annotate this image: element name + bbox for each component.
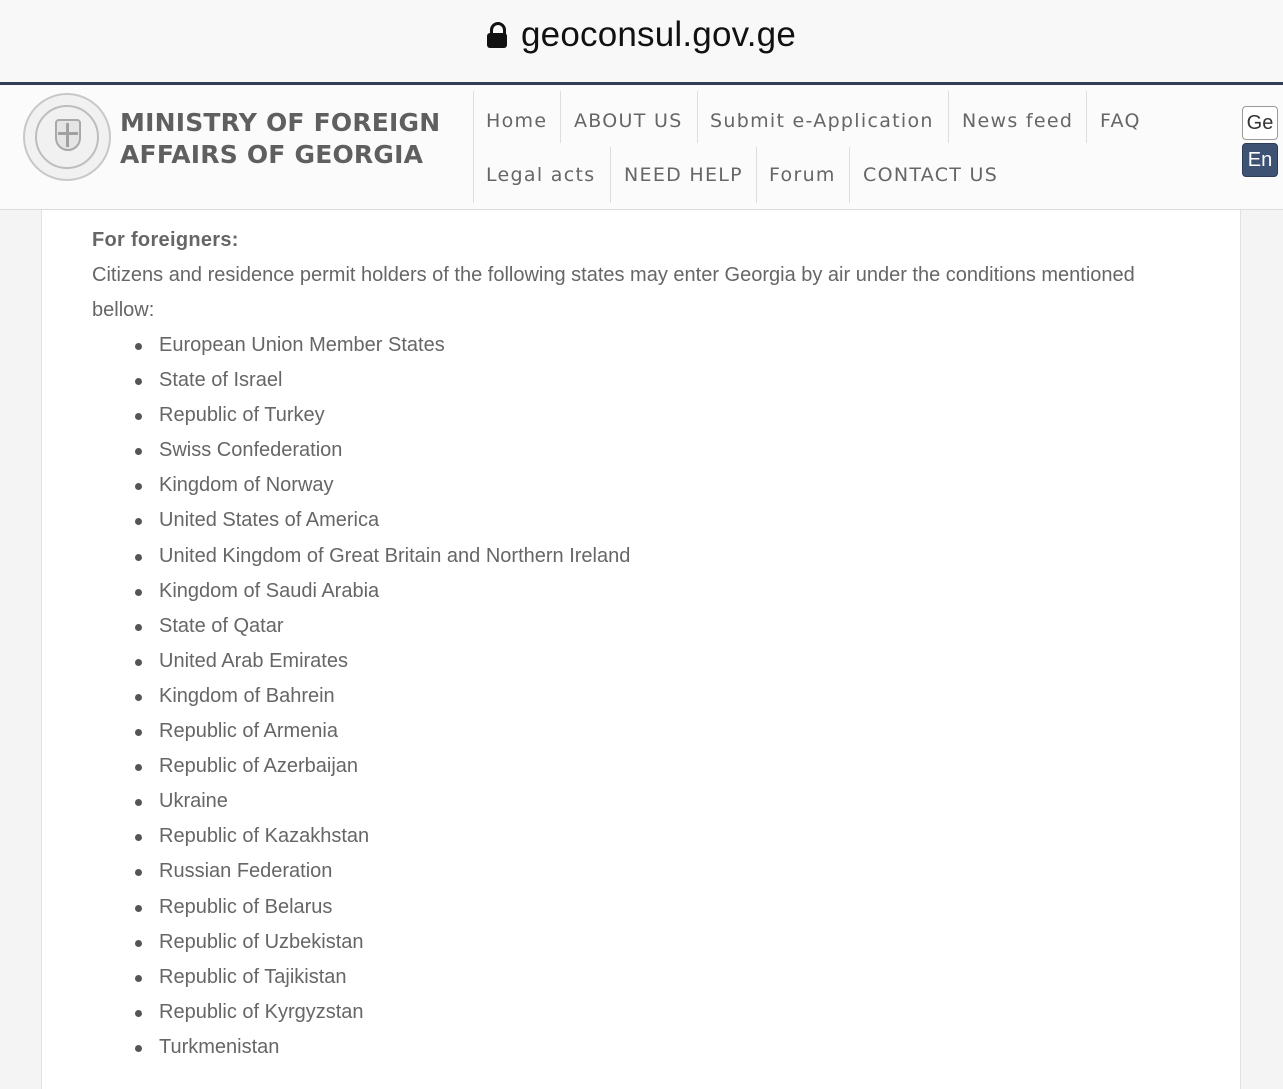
nav-about-us[interactable]: ABOUT US — [574, 110, 683, 132]
list-item: United Arab Emirates — [159, 644, 630, 679]
list-item: Republic of Uzbekistan — [159, 925, 630, 960]
ministry-line-1: MINISTRY OF FOREIGN — [120, 108, 441, 137]
nav-legal-acts[interactable]: Legal acts — [486, 164, 596, 186]
nav-faq[interactable]: FAQ — [1100, 110, 1141, 132]
country-list — [159, 328, 630, 1065]
url-display[interactable] — [487, 15, 796, 55]
list-item: Republic of Azerbaijan — [159, 749, 630, 784]
site-header — [0, 82, 1283, 210]
ministry-logo-text[interactable] — [120, 107, 440, 171]
section-title: For foreigners: — [92, 229, 239, 251]
nav-need-help[interactable]: NEED HELP — [624, 164, 743, 186]
main-content — [41, 210, 1241, 1089]
list-item: Turkmenistan — [159, 1030, 630, 1065]
list-item: Ukraine — [159, 784, 630, 819]
lock-icon — [487, 22, 507, 48]
nav-submit-e-application[interactable]: Submit e-Application — [710, 110, 934, 132]
list-item: United Kingdom of Great Britain and Northern Ireland — [159, 539, 630, 574]
language-georgian-button[interactable]: Ge — [1242, 106, 1278, 140]
list-item: European Union Member States — [159, 328, 630, 363]
list-item: State of Israel — [159, 363, 630, 398]
nav-contact-us[interactable]: CONTACT US — [863, 164, 999, 186]
list-item: Republic of Belarus — [159, 890, 630, 925]
list-item: State of Qatar — [159, 609, 630, 644]
list-item: Swiss Confederation — [159, 433, 630, 468]
list-item: Republic of Tajikistan — [159, 960, 630, 995]
list-item: Republic of Kyrgyzstan — [159, 995, 630, 1030]
list-item: Kingdom of Norway — [159, 468, 630, 503]
browser-url-bar[interactable] — [0, 0, 1283, 82]
nav-forum[interactable]: Forum — [769, 164, 836, 186]
list-item: Kingdom of Saudi Arabia — [159, 574, 630, 609]
nav-news-feed[interactable]: News feed — [962, 110, 1074, 132]
list-item: Kingdom of Bahrein — [159, 679, 630, 714]
georgia-coat-of-arms-icon[interactable] — [23, 93, 111, 181]
url-text[interactable]: geoconsul.gov.ge — [521, 15, 796, 54]
list-item: Republic of Turkey — [159, 398, 630, 433]
list-item: Russian Federation — [159, 854, 630, 889]
list-item: Republic of Armenia — [159, 714, 630, 749]
nav-home[interactable]: Home — [486, 110, 548, 132]
list-item: United States of America — [159, 503, 630, 538]
list-item: Republic of Kazakhstan — [159, 819, 630, 854]
language-english-button[interactable]: En — [1242, 143, 1278, 177]
intro-text: Citizens and residence permit holders of the following states may enter Georgia by air under the conditions mentioned bellow: — [92, 264, 1135, 321]
ministry-line-2: AFFAIRS OF GEORGIA — [120, 140, 424, 169]
